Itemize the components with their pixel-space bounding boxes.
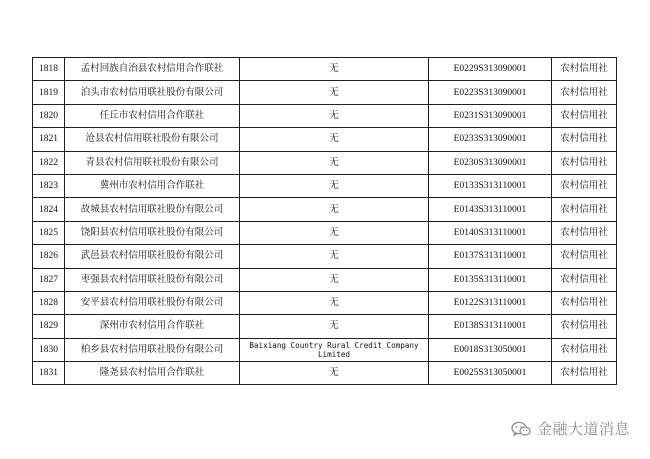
table-row [33,81,617,104]
watermark-text: 金融大道消息 [536,420,630,438]
row-number: 1818 [33,58,65,81]
english-name: 无 [240,104,429,127]
institution-type: 农村信用社 [552,221,617,244]
institution-code: E0140S313110001 [429,221,552,244]
institution-name: 枣强县农村信用联社股份有限公司 [65,268,240,291]
institution-code: E0138S313110001 [429,315,552,338]
row-number: 1823 [33,174,65,197]
english-name: 无 [240,268,429,291]
institution-name: 冀州市农村信用合作联社 [65,174,240,197]
institution-name: 孟村回族自治县农村信用合作联社 [65,58,240,81]
institution-code: E0231S313090001 [429,104,552,127]
english-name: 无 [240,128,429,151]
institution-name: 深州市农村信用合作联社 [65,315,240,338]
institution-name: 柏乡县农村信用联社股份有限公司 [65,338,240,361]
table-row [33,221,617,244]
institution-type: 农村信用社 [552,128,617,151]
institution-code: E0122S313110001 [429,291,552,314]
institution-code: E0133S313110001 [429,174,552,197]
english-name: 无 [240,315,429,338]
english-name: 无 [240,291,429,314]
table-row [33,362,617,385]
table-row [33,338,617,361]
row-number: 1819 [33,81,65,104]
table-row [33,104,617,127]
institution-table [32,57,617,385]
row-number: 1828 [33,291,65,314]
english-name: 无 [240,362,429,385]
english-name: 无 [240,81,429,104]
institution-type: 农村信用社 [552,174,617,197]
table-row [33,151,617,174]
row-number: 1829 [33,315,65,338]
institution-type: 农村信用社 [552,245,617,268]
table-row [33,58,617,81]
row-number: 1830 [33,338,65,361]
institution-type: 农村信用社 [552,291,617,314]
table-row [33,174,617,197]
institution-name: 隆尧县农村信用合作联社 [65,362,240,385]
table-row [33,291,617,314]
institution-name: 任丘市农村信用合作联社 [65,104,240,127]
institution-type: 农村信用社 [552,58,617,81]
row-number: 1827 [33,268,65,291]
institution-code: E0137S313110001 [429,245,552,268]
institution-name: 饶阳县农村信用联社股份有限公司 [65,221,240,244]
table-row [33,198,617,221]
institution-name: 泊头市农村信用联社股份有限公司 [65,81,240,104]
row-number: 1821 [33,128,65,151]
row-number: 1820 [33,104,65,127]
wechat-icon [511,421,531,437]
institution-type: 农村信用社 [552,104,617,127]
institution-type: 农村信用社 [552,362,617,385]
institution-code: E0223S313090001 [429,81,552,104]
institution-type: 农村信用社 [552,315,617,338]
table-body [33,58,617,385]
institution-code: E0025S313050001 [429,362,552,385]
table-row [33,128,617,151]
row-number: 1824 [33,198,65,221]
institution-name: 武邑县农村信用联社股份有限公司 [65,245,240,268]
institution-type: 农村信用社 [552,198,617,221]
row-number: 1825 [33,221,65,244]
institution-code: E0233S313090001 [429,128,552,151]
english-name: 无 [240,58,429,81]
watermark [511,418,630,439]
row-number: 1822 [33,151,65,174]
institution-code: E0230S313090001 [429,151,552,174]
institution-type: 农村信用社 [552,81,617,104]
institution-code: E0143S313110001 [429,198,552,221]
table-row [33,315,617,338]
institution-name: 安平县农村信用联社股份有限公司 [65,291,240,314]
english-name: 无 [240,198,429,221]
row-number: 1831 [33,362,65,385]
institution-code: E0135S313110001 [429,268,552,291]
institution-type: 农村信用社 [552,268,617,291]
institution-code: E0229S313090001 [429,58,552,81]
institution-type: 农村信用社 [552,151,617,174]
institution-name: 沧县农村信用联社股份有限公司 [65,128,240,151]
institution-type: 农村信用社 [552,338,617,361]
english-name: 无 [240,245,429,268]
english-name: 无 [240,151,429,174]
institution-name: 青县农村信用联社股份有限公司 [65,151,240,174]
table-row [33,268,617,291]
english-name: 无 [240,174,429,197]
table-row [33,245,617,268]
institution-name: 故城县农村信用联社股份有限公司 [65,198,240,221]
english-name: Baixiang Country Rural Credit Company Limited [240,338,429,361]
institution-code: E0018S313050001 [429,338,552,361]
english-name: 无 [240,221,429,244]
row-number: 1826 [33,245,65,268]
